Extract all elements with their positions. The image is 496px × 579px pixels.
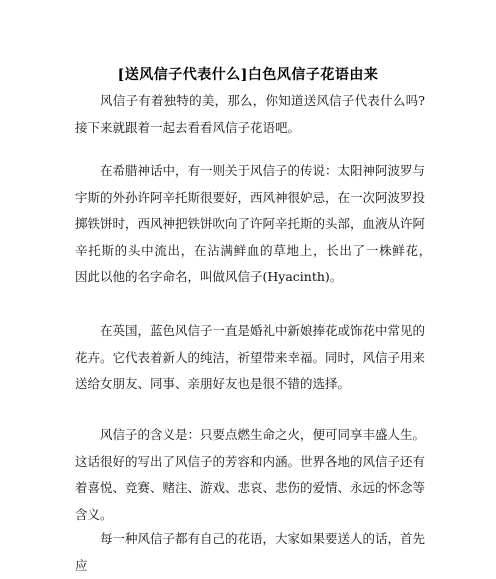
paragraph-greek-myth: 在希腊神话中，有一则关于风信子的传说：太阳神阿波罗与宇斯的外孙许阿辛托斯很要好，西风神很妒忌，在一次阿波罗投掷铁饼时，西风神把铁饼吹向了许阿辛托斯的头部，血液从许阿辛托斯的头中流出，在沾满鲜血的草地上，长出了一株鲜花， 因此以他的名字命名，叫做风信子(Hyacinth)。	[75, 163, 438, 285]
paragraph-intro: 风信子有着独特的美，那么，你知道送风信子代表什么吗?接下来就跟着一起去看看风信子花语吧。	[75, 93, 425, 135]
paragraph-flower-language: 每一种风信子都有自己的花语，大家如果要送人的话，首先应	[75, 531, 426, 573]
paragraph-meaning: 风信子的含义是：只要点燃生命之火，便可同享丰盛人生。这话很好的写出了风信子的芳容和内涵。世界各地的风信子还有着喜悦、竞赛、赌注、游戏、悲哀、悲伤的爱情、永远的怀念等含义。	[75, 427, 426, 522]
paragraph-england: 在英国，蓝色风信子一直是婚礼中新娘捧花或饰花中常见的花卉。它代表着新人的纯洁，祈望带来幸福。同时，风信子用来送给女朋友、同事、亲朋好友也是很不错的选择。	[75, 323, 426, 392]
document-title: [送风信子代表什么]白色风信子花语由来	[117, 67, 379, 83]
